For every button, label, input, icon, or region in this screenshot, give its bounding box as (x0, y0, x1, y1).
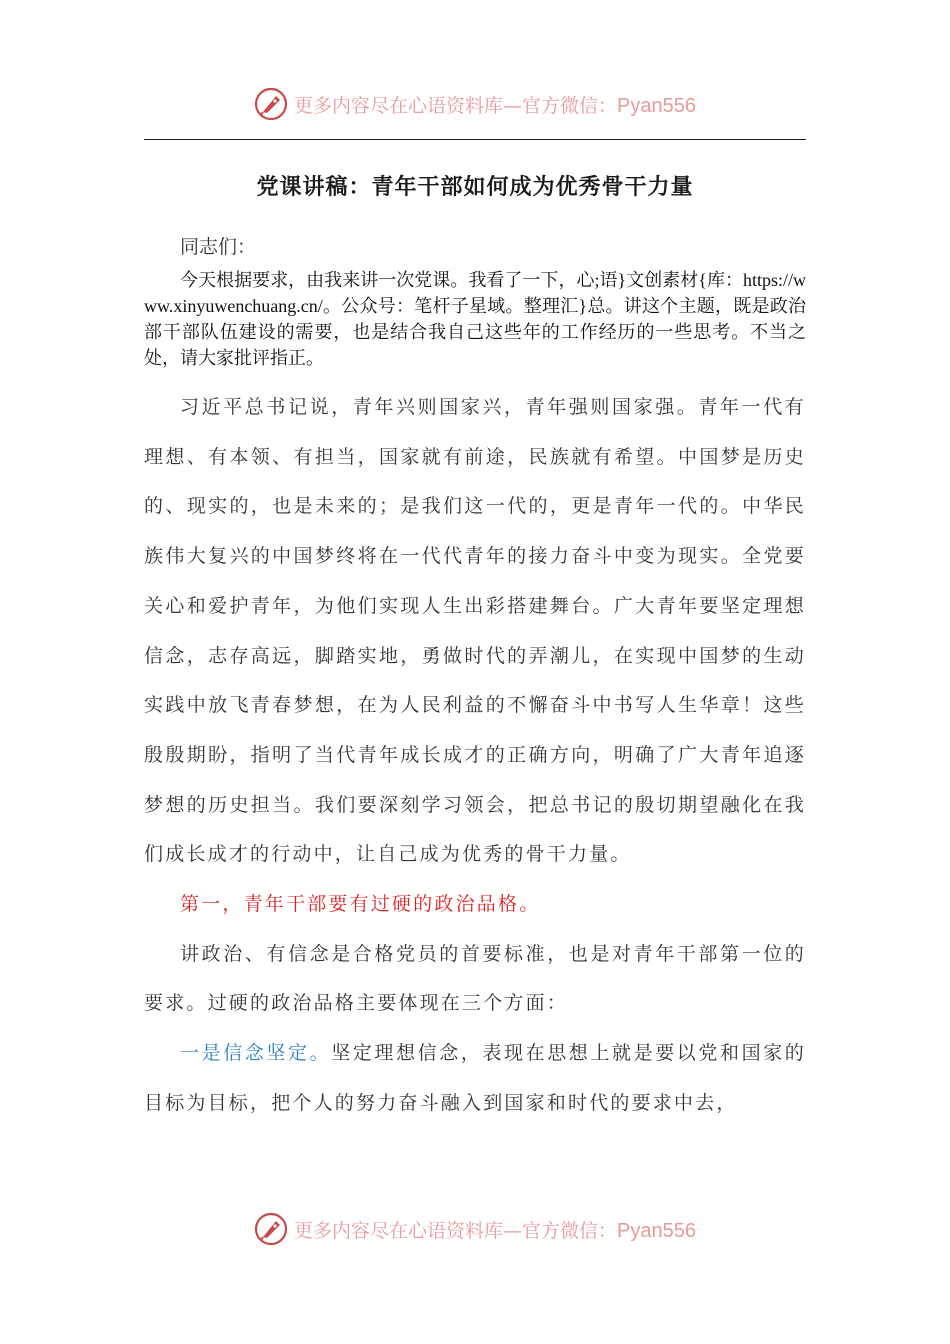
intro-paragraph: 今天根据要求，由我来讲一次党课。我看了一下，心;语}文创素材{库：https://www.xinyuwenchuang.cn/。公众号：笔杆子星域。整理汇}总。讲这个主题，既是政治部干部队伍建设的需要，也是结合我自己这些年的工作经历的一些思考。不当之处，请大家批评指正。 (144, 270, 806, 368)
header-rule (144, 139, 806, 140)
salutation: 同志们： (180, 236, 257, 258)
page-title: 党课讲稿：青年干部如何成为优秀骨干力量 (256, 175, 694, 200)
point-1-label: 一是信念坚定。 (180, 1042, 332, 1065)
point-1-paragraph (144, 1029, 806, 1128)
point-1-text: 坚定理想信念，表现在思想上就是要以党和国家的目标为目标，把个人的努力奋斗融入到国家和时代的要求中去， (144, 1042, 806, 1114)
watermark-banner-bottom (0, 1209, 950, 1249)
paragraph-1: 习近平总书记说，青年兴则国家兴，青年强则国家强。青年一代有理想、有本领、有担当，国家就有前途，民族就有希望。中国梦是历史的、现实的，也是未来的；是我们这一代的，更是青年一代的。中华民族伟大复兴的中国梦终将在一代代青年的接力奋斗中变为现实。全党要关心和爱护青年，为他们实现人生出彩搭建舞台。广大青年要坚定理想信念，志存高远，脚踏实地，勇做时代的弄潮儿，在实现中国梦的生动实践中放飞青春梦想，在为人民利益的不懈奋斗中书写人生华章！这些殷殷期盼，指明了当代青年成长成才的正确方向，明确了广大青年追逐梦想的历史担当。我们要深刻学习领会，把总书记的殷切期望融化在我们成长成才的行动中，让自己成为优秀的骨干力量。 (144, 396, 806, 866)
section-heading-1: 第一，青年干部要有过硬的政治品格。 (180, 893, 541, 916)
watermark-text: 更多内容尽在心语资料库—官方微信：Pyan556 (294, 1219, 696, 1242)
pen-nib-logo-icon (254, 87, 288, 121)
watermark-banner-top (0, 84, 950, 124)
watermark-text: 更多内容尽在心语资料库—官方微信：Pyan556 (294, 94, 696, 117)
paragraph-2: 讲政治、有信念是合格党员的首要标准，也是对青年干部第一位的要求。过硬的政治品格主要体现在三个方面： (144, 942, 806, 1015)
pen-nib-logo-icon (254, 1212, 288, 1246)
document-body (144, 230, 806, 1129)
